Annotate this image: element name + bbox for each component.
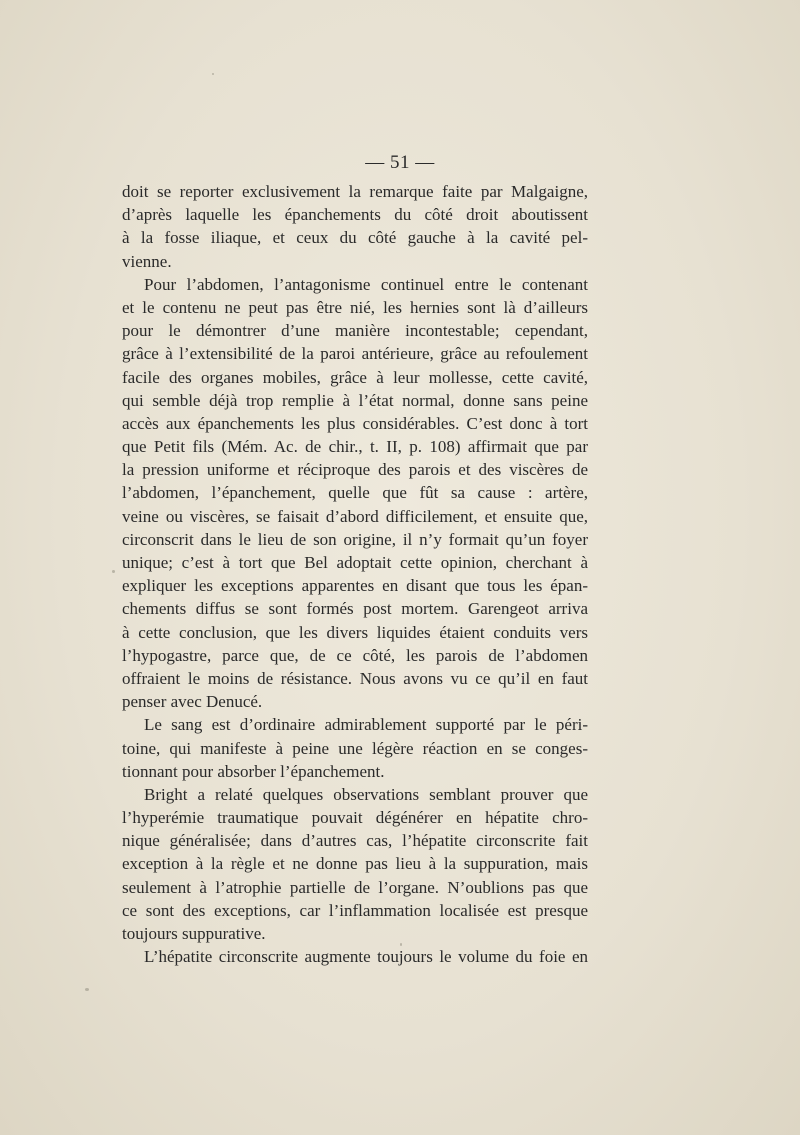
text-line: d’après laquelle les épanchements du côté droit aboutissent: [122, 205, 588, 225]
text-line: exception à la règle et ne donne pas lieu à la suppuration, mais: [122, 854, 588, 874]
text-line: Le sang est d’ordinaire admirablement supporté par le péri-: [144, 715, 588, 735]
paper-speck: [400, 943, 402, 946]
text-line: qui semble déjà trop remplie à l’état normal, donne sans peine: [122, 390, 588, 410]
text-line: toine, qui manifeste à peine une légère réaction en se conges-: [122, 738, 588, 758]
text-line: nique généralisée; dans d’autres cas, l’hépatite circonscrite fait: [122, 831, 588, 851]
text-line: doit se reporter exclusivement la remarque faite par Malgaigne,: [122, 182, 588, 201]
text-line: Pour l’abdomen, l’antagonisme continuel entre le contenant: [144, 274, 588, 294]
text-line: expliquer les exceptions apparentes en disant que tous les épan-: [122, 576, 588, 596]
body-text: [122, 180, 588, 968]
text-line: L’hépatite circonscrite augmente toujours le volume du foie en: [144, 947, 588, 967]
page-number: — 51 —: [365, 152, 435, 173]
paper-speck: [212, 73, 214, 75]
text-line: grâce à l’extensibilité de la paroi antérieure, grâce au refoulement: [122, 344, 588, 364]
text-line: veine ou viscères, se faisait d’abord difficilement, et ensuite que,: [122, 506, 588, 526]
text-line: toujours suppurative.: [122, 924, 266, 943]
text-line: penser avec Denucé.: [122, 692, 263, 712]
text-line: vienne.: [122, 251, 172, 271]
paper-speck: [85, 988, 89, 991]
text-line: à cette conclusion, que les divers liquides étaient conduits vers: [122, 622, 588, 642]
text-line: offraient le moins de résistance. Nous avons vu ce qu’il en faut: [122, 668, 588, 688]
text-line: pour le démontrer d’une manière incontestable; cependant,: [122, 321, 588, 341]
text-line: à la fosse iliaque, et ceux du côté gauche à la cavité pel-: [122, 228, 588, 248]
text-line: seulement à l’atrophie partielle de l’organe. N’oublions pas que: [122, 877, 588, 897]
text-line: Bright a relaté quelques observations semblant prouver que: [144, 784, 588, 804]
text-line: facile des organes mobiles, grâce à leur mollesse, cette cavité,: [122, 367, 588, 387]
text-line: l’hyperémie traumatique pouvait dégénérer en hépatite chro-: [122, 808, 588, 828]
text-line: accès aux épanchements les plus considérables. C’est donc à tort: [122, 413, 588, 433]
text-line: et le contenu ne peut pas être nié, les hernies sont là d’ailleurs: [122, 297, 588, 317]
text-line: la pression uniforme et réciproque des parois et des viscères de: [122, 460, 588, 480]
text-line: ce sont des exceptions, car l’inflammation localisée est presque: [122, 900, 588, 920]
paper-speck: [112, 570, 115, 573]
text-line: unique; c’est à tort que Bel adoptait cette opinion, cherchant à: [122, 553, 588, 572]
text-line: l’hypogastre, parce que, de ce côté, les parois de l’abdomen: [122, 645, 588, 665]
text-line: que Petit fils (Mém. Ac. de chir., t. II, p. 108) affirmait que par: [122, 437, 588, 457]
text-line: circonscrit dans le lieu de son origine, il n’y formait qu’un foyer: [122, 529, 588, 549]
text-line: tionnant pour absorber l’épanchement.: [122, 761, 385, 781]
text-line: chements diffus se sont formés post mortem. Garengeot arriva: [122, 599, 588, 619]
text-line: l’abdomen, l’épanchement, quelle que fût sa cause : artère,: [122, 483, 588, 503]
